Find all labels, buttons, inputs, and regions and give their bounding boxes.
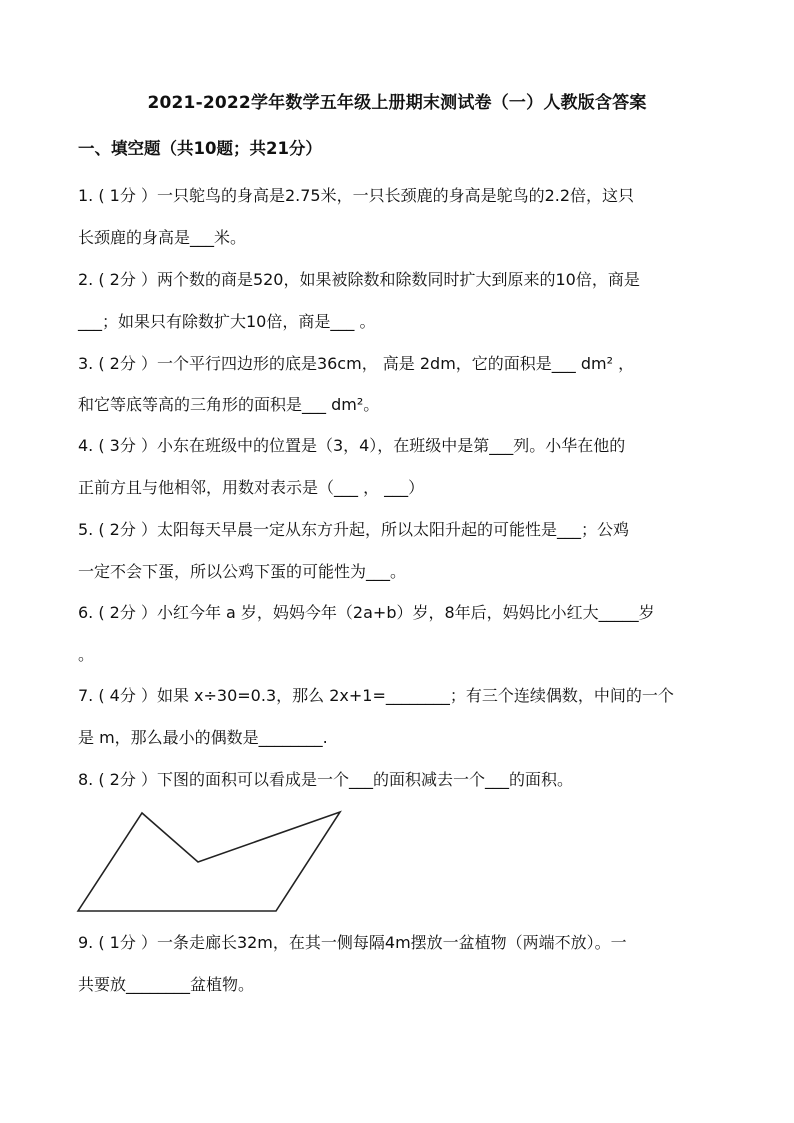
composite-shape (78, 812, 340, 911)
question-6-line-1: 6. ( 2分 ）小红今年 a 岁，妈妈今年（2a+b）岁，8年后，妈妈比小红大_____岁 (78, 603, 655, 622)
section-heading: 一、填空题（共10题；共21分） (78, 139, 322, 158)
question-3-line-1: 3. ( 2分 ）一个平行四边形的底是36cm， 高是 2dm，它的面积是___ dm² ， (78, 354, 635, 373)
question-8-figure (70, 805, 350, 920)
question-7-line-2: 是 m，那么最小的偶数是________. (78, 728, 328, 747)
question-6-line-2: 。 (78, 645, 95, 664)
question-2-line-1: 2. ( 2分 ）两个数的商是520，如果被除数和除数同时扩大到原来的10倍，商是 (78, 270, 640, 289)
question-2-line-2: ___；如果只有除数扩大10倍，商是___ 。 (78, 312, 376, 331)
question-1-line-2: 长颈鹿的身高是___米。 (78, 228, 247, 247)
question-9-line-2: 共要放________盆植物。 (78, 975, 255, 994)
question-8-line-1: 8. ( 2分 ）下图的面积可以看成是一个___的面积减去一个___的面积。 (78, 770, 573, 789)
question-9-line-1: 9. ( 1分 ）一条走廊长32m，在其一侧每隔4m摆放一盆植物（两端不放）。一 (78, 933, 627, 952)
question-4-line-1: 4. ( 3分 ）小东在班级中的位置是（3，4），在班级中是第___列。小华在他的 (78, 436, 626, 455)
question-5-line-2: 一定不会下蛋，所以公鸡下蛋的可能性为___。 (78, 562, 407, 581)
question-3-line-2: 和它等底等高的三角形的面积是___ dm²。 (78, 395, 380, 414)
question-4-line-2: 正前方且与他相邻，用数对表示是（___ ， ___） (78, 478, 425, 497)
question-7-line-1: 7. ( 4分 ）如果 x÷30=0.3，那么 2x+1=________；有三个连续偶数，中间的一个 (78, 686, 674, 705)
question-1-line-1: 1. ( 1分 ）一只鸵鸟的身高是2.75米，一只长颈鹿的身高是鸵鸟的2.2倍，这只 (78, 186, 635, 205)
question-5-line-1: 5. ( 2分 ）太阳每天早晨一定从东方升起，所以太阳升起的可能性是___；公鸡 (78, 520, 629, 539)
page-title: 2021-2022学年数学五年级上册期末测试卷（一）人教版含答案 (147, 93, 647, 113)
